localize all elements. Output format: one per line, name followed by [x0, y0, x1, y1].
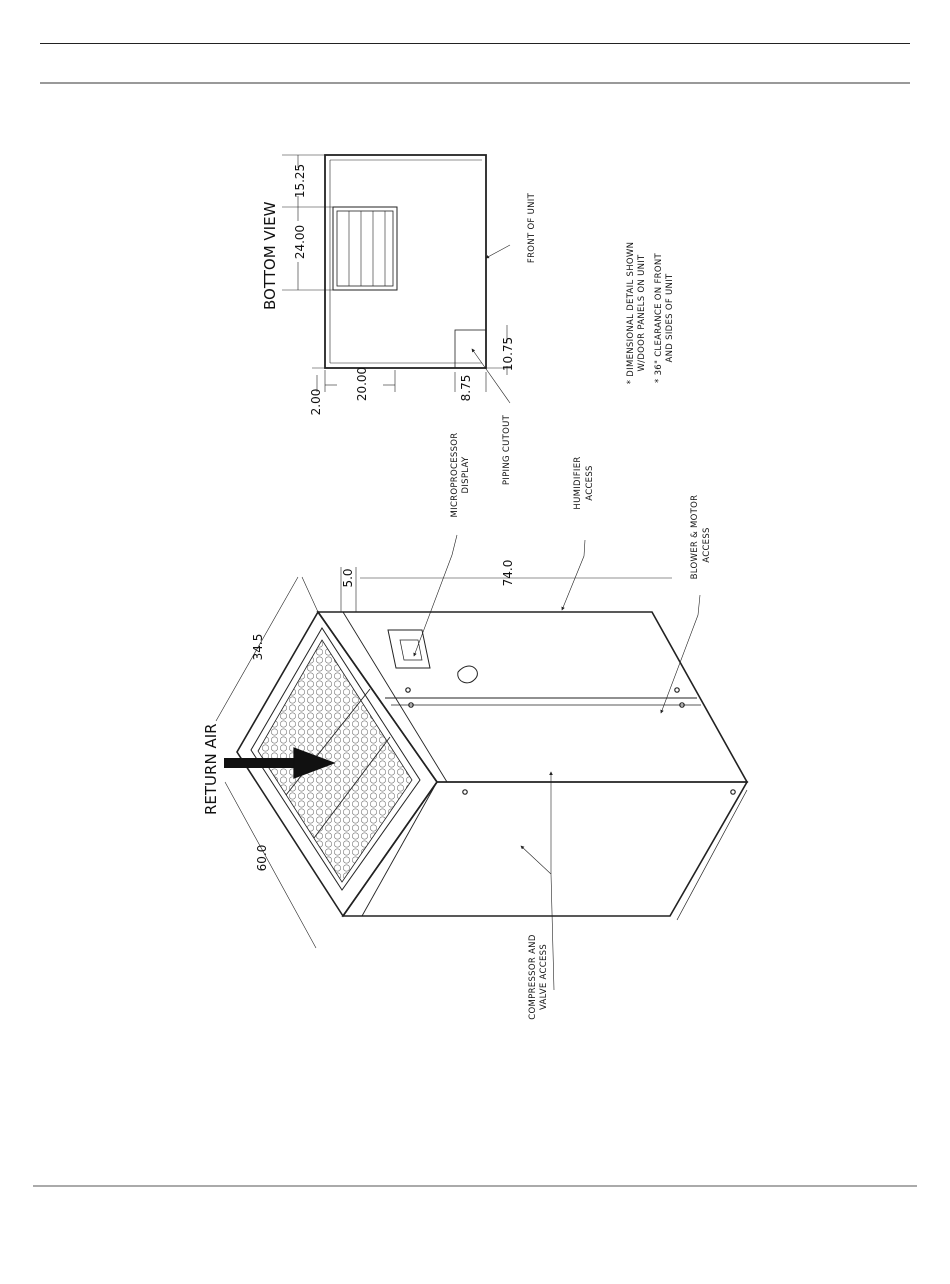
unit-isometric	[216, 535, 747, 990]
return-air-label: RETURN AIR	[202, 723, 220, 815]
humidifier-label-1: HUMIDIFIER	[573, 456, 583, 510]
compressor-label-2: VALVE ACCESS	[539, 943, 549, 1011]
humidifier-label-2: ACCESS	[585, 465, 595, 501]
front-face	[343, 782, 747, 916]
dim-top-panel: 5.0	[341, 568, 355, 588]
dim-depth: 60.0	[255, 844, 269, 872]
note-line-2: W/DOOR PANELS ON UNIT	[637, 254, 647, 372]
dim-height: 74.0	[501, 559, 515, 587]
dim-top: 15.25	[293, 163, 307, 199]
note-line-1: * DIMENSIONAL DETAIL SHOWN	[626, 241, 636, 385]
blower-label-1: BLOWER & MOTOR	[690, 494, 700, 580]
notes	[626, 242, 675, 385]
microprocessor-label-1: MICROPROCESSOR	[450, 432, 460, 518]
bottom-view-heading: BOTTOM VIEW	[261, 201, 279, 310]
front-of-unit-label: FRONT OF UNIT	[527, 192, 537, 264]
dim-left-width: 20.00	[355, 366, 369, 402]
dim-left-gap: 2.00	[309, 388, 323, 416]
microprocessor-label-2: DISPLAY	[461, 456, 471, 494]
dim-piping-width: 8.75	[459, 374, 473, 402]
dim-width: 34.5	[251, 633, 265, 661]
bottom-view-grille	[333, 207, 397, 290]
microprocessor-display	[388, 630, 430, 668]
blower-label-2: ACCESS	[702, 527, 712, 563]
dim-mid: 24.00	[293, 224, 307, 260]
note-line-4: AND SIDES OF UNIT	[665, 273, 675, 363]
note-line-3: * 36" CLEARANCE ON FRONT	[654, 253, 664, 383]
piping-cutout-label: PIPING CUTOUT	[502, 414, 512, 486]
dim-piping-offset: 10.75	[501, 336, 515, 372]
bottom-view	[282, 155, 512, 403]
logo-mark	[458, 666, 478, 683]
compressor-label-1: COMPRESSOR AND	[528, 934, 538, 1020]
